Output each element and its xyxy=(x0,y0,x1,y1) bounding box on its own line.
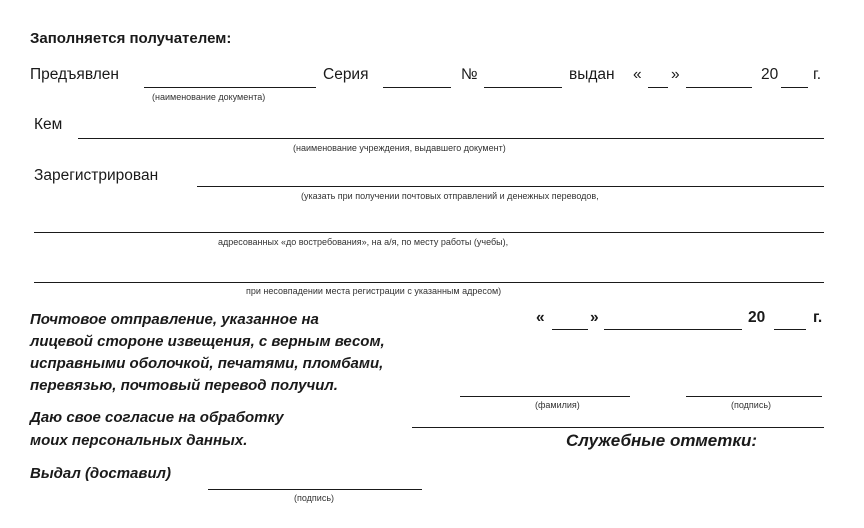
receipt-year-prefix: 20 xyxy=(748,309,766,326)
receipt-text-line-3: исправными оболочкой, печатями, пломбами, xyxy=(30,355,384,372)
registration-field-2[interactable] xyxy=(34,232,824,233)
recipient-signature-caption: (подпись) xyxy=(731,400,772,410)
receipt-quote-open: « xyxy=(536,309,545,326)
issuer-signature-caption: (подпись) xyxy=(294,493,335,503)
quote-close: » xyxy=(671,66,680,83)
registered-label: Зарегистрирован xyxy=(34,167,159,184)
issuing-authority-field[interactable] xyxy=(78,138,824,139)
service-marks-heading: Служебные отметки: xyxy=(566,431,758,450)
series-field[interactable] xyxy=(383,87,451,88)
form-heading: Заполняется получателем: xyxy=(30,30,232,47)
issue-day-field[interactable] xyxy=(648,87,668,88)
consent-text-line-1: Даю свое согласие на обработку xyxy=(30,409,284,426)
receipt-text-line-1: Почтовое отправление, указанное на xyxy=(30,311,319,328)
document-name-caption: (наименование документа) xyxy=(152,92,266,102)
registration-field-3[interactable] xyxy=(34,282,824,283)
presented-label: Предъявлен xyxy=(30,66,119,83)
document-name-field[interactable] xyxy=(144,87,316,88)
issue-year-field[interactable] xyxy=(781,87,808,88)
registration-field-1[interactable] xyxy=(197,186,824,187)
receipt-year-suffix: г. xyxy=(813,309,823,326)
issued-by-label: Выдал (доставил) xyxy=(30,465,171,482)
surname-field[interactable] xyxy=(460,396,630,397)
receipt-month-field[interactable] xyxy=(604,329,742,330)
registration-caption-3: при несовпадении места регистрации с указанным адресом) xyxy=(246,286,502,296)
receipt-quote-close: » xyxy=(590,309,599,326)
registration-caption-2: адресованных «до востребования», на а/я, по месту работы (учебы), xyxy=(218,237,509,247)
year-suffix: г. xyxy=(813,66,822,83)
receipt-text-line-2: лицевой стороне извещения, с верным весом, xyxy=(30,333,385,350)
issuing-authority-caption: (наименование учреждения, выдавшего документ) xyxy=(293,143,506,153)
series-label: Серия xyxy=(323,66,369,83)
receipt-day-field[interactable] xyxy=(552,329,588,330)
consent-text-line-2: моих персональных данных. xyxy=(30,432,248,449)
issued-label: выдан xyxy=(569,66,615,83)
issue-month-field[interactable] xyxy=(686,87,752,88)
issuer-signature-field[interactable] xyxy=(208,489,422,490)
number-field[interactable] xyxy=(484,87,562,88)
receipt-year-field[interactable] xyxy=(774,329,806,330)
quote-open: « xyxy=(633,66,642,83)
service-marks-line[interactable] xyxy=(412,427,824,428)
recipient-signature-field[interactable] xyxy=(686,396,822,397)
surname-caption: (фамилия) xyxy=(535,400,580,410)
receipt-text-line-4: перевязью, почтовый перевод получил. xyxy=(30,377,338,394)
year-prefix: 20 xyxy=(761,66,779,83)
by-whom-label: Кем xyxy=(34,116,63,133)
registration-caption-1: (указать при получении почтовых отправлений и денежных переводов, xyxy=(301,191,599,201)
number-label: № xyxy=(461,66,478,83)
